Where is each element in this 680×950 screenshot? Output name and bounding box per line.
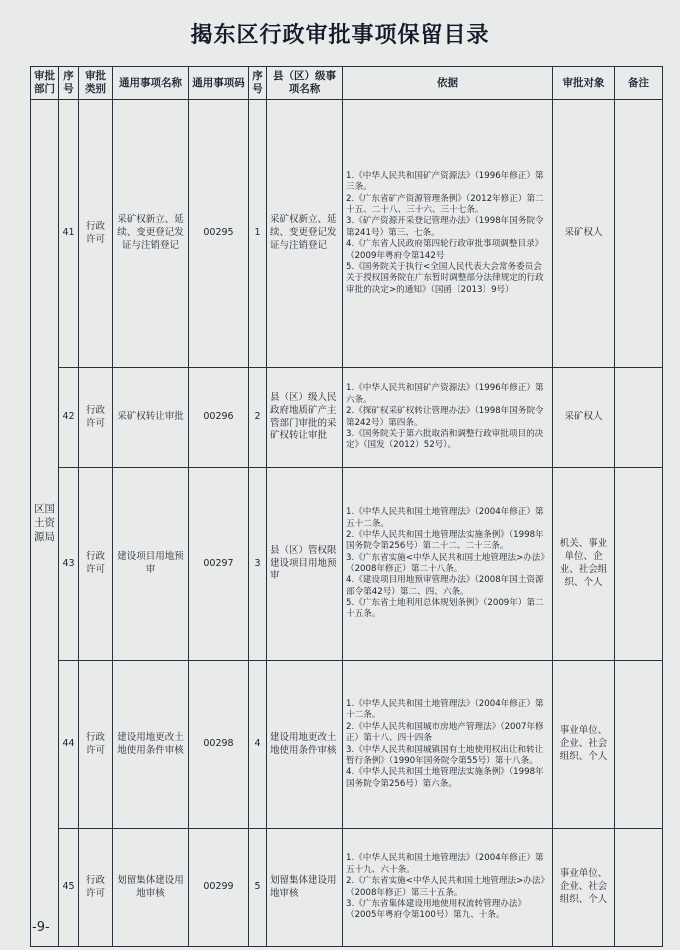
basis-line: 2.《探矿权采矿权转让管理办法》（1998年国务院令第242号）第四条。 — [346, 406, 544, 428]
county-seq-cell: 1 — [249, 100, 267, 368]
basis-cell — [343, 368, 553, 468]
county-item-name-cell: 划留集体建设用地审核 — [267, 829, 343, 947]
basis-line: 3.《广东省实施<中华人民共和国土地管理法>办法》（2008年修正）第二十八条。 — [346, 552, 545, 574]
page-title: 揭东区行政审批事项保留目录 — [190, 23, 490, 48]
table-row — [31, 368, 663, 468]
column-header: 审批部门 — [31, 67, 59, 100]
basis-line: 3.《广东省集体建设用地使用权流转管理办法》（2005年粤府令第100号）第九、十条。 — [346, 898, 527, 921]
county-item-name-cell: 县（区）管权限建设项目用地预审 — [267, 468, 343, 661]
column-header: 审批对象 — [553, 67, 615, 100]
basis-line: 1.《中华人民共和国矿产资源法》（1996年修正）第三条。 — [346, 171, 544, 193]
column-header: 备注 — [615, 67, 663, 100]
seq-cell: 45 — [59, 829, 79, 947]
category-cell: 行政许可 — [79, 468, 113, 661]
basis-cell — [343, 468, 553, 661]
category-cell: 行政许可 — [79, 100, 113, 368]
approval-object-cell: 采矿权人 — [553, 368, 615, 468]
approval-object-cell: 采矿权人 — [553, 100, 615, 368]
basis-line: 1.《中华人民共和国土地管理法》（2004年修正）第十二条。 — [346, 699, 544, 721]
basis-line: 5.《广东省土地利用总体规划条例》（2009年）第二十五条。 — [346, 598, 544, 620]
table-row — [31, 468, 663, 661]
basis-line: 3.《中华人民共和国城镇国有土地使用权出让和转让暂行条例》（1990年国务院令第55号）第十八条。 — [346, 744, 544, 766]
category-cell: 行政许可 — [79, 661, 113, 829]
remark-cell — [615, 661, 663, 829]
approval-object-cell: 事业单位、企业、社会组织、个人 — [553, 829, 615, 947]
basis-cell — [343, 829, 553, 947]
basis-cell — [343, 661, 553, 829]
county-seq-cell: 2 — [249, 368, 267, 468]
county-seq-cell: 5 — [249, 829, 267, 947]
basis-line: 2.《广东省矿产资源管理条例》（2012年修正）第二十五、二十八、三十六、三十七条。 — [346, 193, 544, 216]
basis-line: 2.《中华人民共和国土地管理法实施条例》（1998年国务院令第256号）第二十二、二十三条。 — [346, 529, 544, 552]
table-row — [31, 829, 663, 947]
basis-line: 2.《广东省实施<中华人民共和国土地管理法>办法》（2008年修正）第三十五条。 — [346, 876, 545, 898]
column-header: 审批类别 — [79, 67, 113, 100]
approval-object-cell: 事业单位、企业、社会组织、个人 — [553, 661, 615, 829]
basis-line: 4.《中华人民共和国土地管理法实施条例》（1998年国务院令第256号）第六条。 — [346, 767, 544, 789]
county-item-name-cell: 采矿权新立、延续、变更登记发证与注销登记 — [267, 100, 343, 368]
basis-line: 1.《中华人民共和国矿产资源法》（1996年修正）第六条。 — [346, 383, 544, 405]
column-header: 通用事项码 — [189, 67, 249, 100]
basis-line: 1.《中华人民共和国土地管理法》（2004年修正）第五十二条。 — [346, 507, 544, 529]
seq-cell: 43 — [59, 468, 79, 661]
column-header: 依据 — [343, 67, 553, 100]
approval-object-cell: 机关、事业单位、企业、社会组织、个人 — [553, 468, 615, 661]
table-row — [31, 661, 663, 829]
item-name-cell: 建设项目用地预审 — [113, 468, 189, 661]
county-item-name-cell: 县（区）级人民政府地质矿产主管部门审批的采矿权转让审批 — [267, 368, 343, 468]
seq-cell: 41 — [59, 100, 79, 368]
item-name-cell: 采矿权新立、延续、变更登记发证与注销登记 — [113, 100, 189, 368]
basis-line: 5.《国务院关于执行<全国人民代表大会常务委员会关于授权国务院在广东暂时调整部分法律规定的行政审批的决定>的通知》（国函〔2013〕9号） — [346, 261, 544, 295]
county-item-name-cell: 建设用地更改土地使用条件审核 — [267, 661, 343, 829]
basis-line: 1.《中华人民共和国土地管理法》（2004年修正）第五十九、六十条。 — [346, 853, 544, 875]
item-name-cell: 采矿权转让审批 — [113, 368, 189, 468]
basis-line: 3.《国务院关于第六批取消和调整行政审批项目的决定》（国发（2012）52号）。 — [346, 428, 544, 451]
item-name-cell: 建设用地更改土地使用条件审核 — [113, 661, 189, 829]
item-code-cell: 00296 — [189, 368, 249, 468]
basis-line: 4.《建设项目用地预审管理办法》（2008年国土资源部令第42号）第二、四、六条。 — [346, 575, 544, 597]
seq-cell: 44 — [59, 661, 79, 829]
column-header: 通用事项名称 — [113, 67, 189, 100]
column-header: 序号 — [249, 67, 267, 100]
item-name-cell: 划留集体建设用地审核 — [113, 829, 189, 947]
table-row — [31, 100, 663, 368]
county-seq-cell: 3 — [249, 468, 267, 661]
table-header-row — [31, 67, 663, 100]
page-number: -9- — [32, 920, 50, 935]
column-header: 序号 — [59, 67, 79, 100]
item-code-cell: 00299 — [189, 829, 249, 947]
basis-line: 4.《广东省人民政府第四轮行政审批事项调整目录》（2009年粤府令第142号 — [346, 239, 544, 261]
column-header: 县（区）级事项名称 — [267, 67, 343, 100]
basis-line: 2.《中华人民共和国城市房地产管理法》（2007年修正）第十八、四十四条 — [346, 721, 544, 744]
department-cell: 区国土资源局 — [31, 100, 59, 947]
item-code-cell: 00298 — [189, 661, 249, 829]
remark-cell — [615, 468, 663, 661]
remark-cell — [615, 368, 663, 468]
basis-cell — [343, 100, 553, 368]
seq-cell: 42 — [59, 368, 79, 468]
item-code-cell: 00297 — [189, 468, 249, 661]
category-cell: 行政许可 — [79, 829, 113, 947]
basis-line: 3.《矿产资源开采登记管理办法》（1998年国务院令第241号）第三、七条。 — [346, 216, 544, 238]
remark-cell — [615, 829, 663, 947]
item-code-cell: 00295 — [189, 100, 249, 368]
category-cell: 行政许可 — [79, 368, 113, 468]
approval-items-table — [30, 66, 663, 947]
county-seq-cell: 4 — [249, 661, 267, 829]
remark-cell — [615, 100, 663, 368]
